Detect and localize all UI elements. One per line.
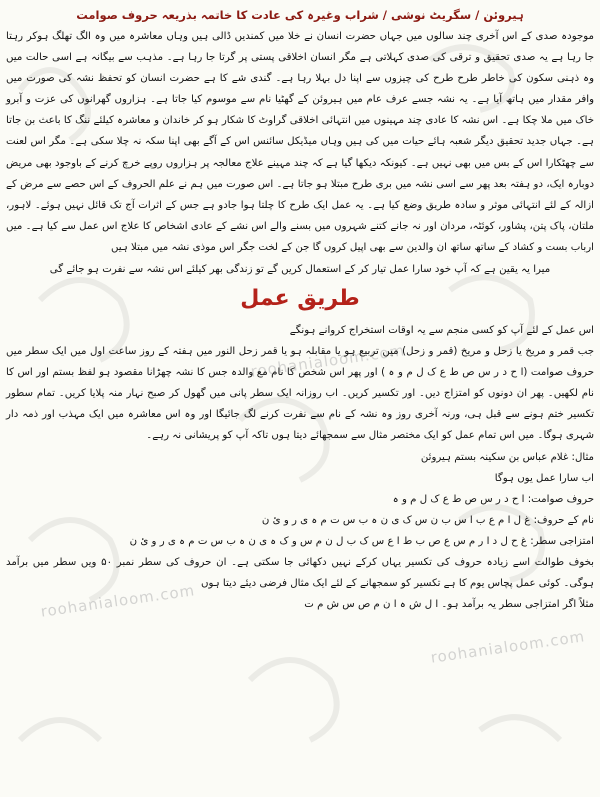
combined-line: امتزاجی سطر: غ ح ل د ا ر م س ع ص ب ط ا ع س ک ب ل ن م س و ک ہ ی ن ہ ب س ت م ہ ی ر و ئ ن: [129, 535, 594, 547]
watermark-text: roohanialoom.com: [249, 341, 407, 381]
article: [6, 6, 594, 615]
page-title: ہیروئن / سگریٹ نوشی / شراب وغیرہ کی عادت کا خاتمہ بذریعہ حروف صوامت: [76, 8, 524, 22]
name-letters-line: نام کے حروف: غ ل ا م ع ب ا س ب ن س ک ی ن ہ ب س ت م ہ ی ر و ئ ن: [261, 514, 594, 526]
section-heading: طریق عمل: [240, 286, 360, 312]
method-paragraph: جب قمر و مریخ یا زحل و مریخ (قمر و زحل) میں تربیع ہو یا مقابلہ ہو یا قمر زحل النور میں ہفتہ کے روز ساعت اول میں ایک سطر میں حروف صوامت (ا ح د ر س ص ط ع ک ل م و ہ ) اور پھر اس شخص کا نام مع والدہ جس کا نشہ چھڑانا مقصود ہو لفظ بستم اور اس کا نام لکھیں۔ پھر ان دونوں کو امتزاج دیں۔ اور تکسیر کریں۔ اب روزانہ ایک سطر پانی میں گھول کر صبح نہار منہ پلایا کریں۔ تمام سطور تکسیر ختم ہونے سے قبل ہی، ورنہ آخری روز وہ نشہ کے نام سے نفرت کرنے لگ جائیگا اور وہ اس معاشرہ میں ایک مہذب اور ذمہ دار شہری ہوگا۔ میں اس تمام عمل کو ایک مختصر مثال سے سمجھائے دیتا ہوں تاکہ آپ کو پریشانی نہ رہے۔: [6, 346, 594, 442]
watermark-text: roohanialoom.com: [39, 581, 197, 621]
intro-paragraph: موجودہ صدی کے اس آخری چند سالوں میں جہاں حضرت انسان نے خلا میں کمندیں ڈالی ہیں وہاں معاشرہ میں وہ الگ تھلگ ہوکر رہتا جا رہا ہے یہ صدی تحقیق و ترقی کی صدی کہلاتی ہے مگر انسان اخلاقی پستی پر گرتا جا رہا ہے۔ مذہب سے بیگانہ ہے اسی حالت میں وہ ذہنی سکون کی خاطر طرح طرح کی چیزوں سے اپنا دل بہلا رہا ہے۔ گندی شے کا ہے حضرت انسان کو تحفظ نشہ کی صورت میں وافر مقدار میں ہاتھ آیا ہے۔ یہ نشہ جسے عرف عام میں ہیروئن کے گھٹیا نام سے موسوم کیا جاتا ہے۔ ہزاروں گھرانوں کی عزت و آبرو خاک میں ملا چکا ہے۔ اس نشہ کا عادی چند مہینوں میں انتہائی اخلاقی گراوٹ کا شکار ہو کر خاندان و معاشرہ کیلئے ننگ کا باعث بن جاتا ہے۔ جہاں جدید تحقیق دیگر شعبہ ہائے حیات میں کی ہیں وہاں میڈیکل سائنس اس کے آگے بھی اپنا سکہ نہ چلا سکی ہے۔ مگر اس لعنت سے چھٹکارا اس کے بس میں بھی نہیں ہے۔ کیونکہ دیکھا گیا ہے کہ چند مہینے علاج معالجہ پر ہزاروں روپے خرچ کرنے کے باوجود بھی مریض دوبارہ ایک، دو ہفتہ بعد پھر سے اسی نشہ میں بری طرح مبتلا ہو جاتا ہے۔ اس صورت میں ہم نے علم الحروف کے اس حصے سے مرض کے ازالہ کے لئے انتہائی موثر و سادہ طریق وضع کیا ہے۔ یہ عمل ایک طرح کا چلتا ہوا جادو ہے جس کے اثرات آج تک قائل نہیں ہوئے۔ لاہور، ملتان، پاک پتن، پشاور، کوئٹہ، مردان اور نہ جانے کتنے شہروں میں بسنے والے اس نشے کے عادی اشخاص کا علاج اس عمل سے کیا ہے۔ میں ارباب بست و کشاد کے ساتھ ساتھ ان والدین سے بھی اپیل کروں گا جن کے لخت جگر اس موذی نشہ میں مبتلا ہیں: [6, 31, 594, 253]
instruction-line: اس عمل کے لئے آپ کو کسی منجم سے یہ اوقات استخراج کروانے ہونگے: [289, 325, 594, 337]
belief-line: میرا یہ یقین ہے کہ آپ خود سارا عمل تیار کر کے استعمال کریں گے تو زندگی بھر کیلئے اس نشہ سے نفرت ہو جائے گی: [49, 264, 551, 276]
example-line: مثال: غلام عباس بن سکینہ بستم ہیروئن: [420, 451, 594, 463]
silent-letters-line: حروف صوامت: ا ح د ر س ص ط ع ک ل م و ہ: [392, 493, 594, 505]
example-combined-line: مثلاً اگر امتزاجی سطر یہ برآمد ہو۔ ا ل ش ہ ا ن م ص س ش م ت: [304, 598, 594, 610]
explanation-paragraph: بخوف طوالت اسے زیادہ حروف کی تکسیر یہاں کرکے نہیں دکھائی جا سکتی ہے۔ ان حروف کی سطر نمبر ۵۰ ویں سطر میں برآمد ہوگی۔ کوئی عمل پچاس یوم کا ہے تکسیر کو سمجھانے کے لئے ایک مثال فرضی دیئے دیتا ہوں: [6, 556, 594, 589]
procedure-line: اب سارا عمل یوں ہوگا: [494, 472, 594, 484]
watermark-text: roohanialoom.com: [429, 627, 587, 667]
